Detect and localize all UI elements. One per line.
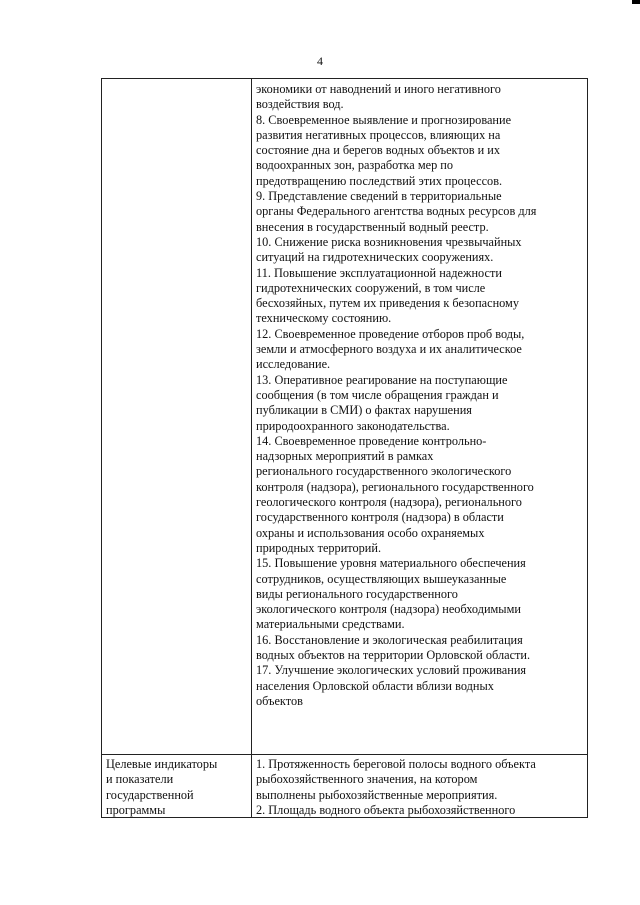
text-line: развития негативных процессов, влияющих на [256, 127, 501, 142]
text-line: 13. Оперативное реагирование на поступающие [256, 372, 508, 387]
label-line: и показатели [106, 772, 174, 787]
program-table [101, 78, 588, 818]
text-line: охраны и использования особо охраняемых [256, 525, 485, 540]
text-line: предотвращению последствий этих процессов. [256, 173, 503, 188]
text-line: гидротехнических сооружений, в том числе [256, 280, 486, 295]
text-line: техническому состоянию. [256, 311, 392, 326]
text-line: 16. Восстановление и экологическая реабилитация [256, 632, 523, 647]
text-line: 9. Представление сведений в территориальные [256, 189, 502, 204]
text-line: сообщения (в том числе обращения граждан и [256, 387, 499, 402]
text-line: воздействия вод. [256, 97, 344, 112]
text-line: виды регионального государственного [256, 586, 458, 601]
column-divider [251, 79, 252, 817]
text-line: рыбохозяйственного значения, на котором [256, 772, 478, 787]
text-line: выполнены рыбохозяйственные мероприятия. [256, 787, 498, 802]
text-line: геологического контроля (надзора), регионального [256, 495, 522, 510]
text-line: бесхозяйных, путем их приведения к безопасному [256, 296, 519, 311]
row-divider [102, 754, 587, 755]
text-line: материальными средствами. [256, 617, 405, 632]
corner-mark [632, 0, 640, 4]
text-line: контроля (надзора), регионального государственного [256, 479, 534, 494]
text-line: населения Орловской области вблизи водных [256, 678, 494, 693]
text-line: публикации в СМИ) о фактах нарушения [256, 403, 472, 418]
label-line: программы [106, 802, 166, 817]
text-line: 17. Улучшение экологических условий проживания [256, 663, 527, 678]
text-line: 1. Протяженность береговой полосы водного объекта [256, 757, 536, 771]
expected-results-cell [256, 82, 586, 709]
text-line: земли и атмосферного воздуха и их аналитическое [256, 342, 522, 357]
label-line: государственной [106, 787, 194, 802]
indicators-label-cell [106, 757, 249, 818]
text-line: сотрудников, осуществляющих вышеуказанные [256, 571, 507, 586]
page-number: 4 [317, 54, 323, 68]
text-line: 8. Своевременное выявление и прогнозирование [256, 112, 512, 127]
text-line: 10. Снижение риска возникновения чрезвычайных [256, 234, 522, 249]
text-line: регионального государственного экологического [256, 464, 512, 479]
text-line: объектов [256, 693, 303, 708]
text-line: 14. Своевременное проведение контрольно- [256, 433, 487, 448]
text-line: 15. Повышение уровня материального обеспечения [256, 556, 526, 571]
label-line: Целевые индикаторы [106, 757, 218, 771]
text-line: природных территорий. [256, 540, 382, 555]
text-line: водных объектов на территории Орловской области. [256, 647, 531, 662]
text-line: экономики от наводнений и иного негативного [256, 82, 501, 96]
text-line: государственного контроля (надзора) в области [256, 510, 504, 525]
text-line: 2. Площадь водного объекта рыбохозяйственного [256, 802, 516, 817]
text-line: органы Федерального агентства водных ресурсов для [256, 204, 537, 219]
text-line: водоохранных зон, разработка мер по [256, 158, 454, 173]
text-line: внесения в государственный водный реестр. [256, 219, 489, 234]
text-line: исследование. [256, 357, 331, 372]
indicators-content-cell [256, 757, 586, 818]
text-line: экологического контроля (надзора) необходимыми [256, 602, 521, 617]
text-line: 12. Своевременное проведение отборов проб воды, [256, 326, 525, 341]
text-line: природоохранного законодательства. [256, 418, 450, 433]
text-line: надзорных мероприятий в рамках [256, 449, 434, 464]
text-line: состояние дна и берегов водных объектов и их [256, 143, 500, 158]
text-line: 11. Повышение эксплуатационной надежности [256, 265, 502, 280]
text-line: ситуаций на гидротехнических сооружениях. [256, 250, 494, 265]
